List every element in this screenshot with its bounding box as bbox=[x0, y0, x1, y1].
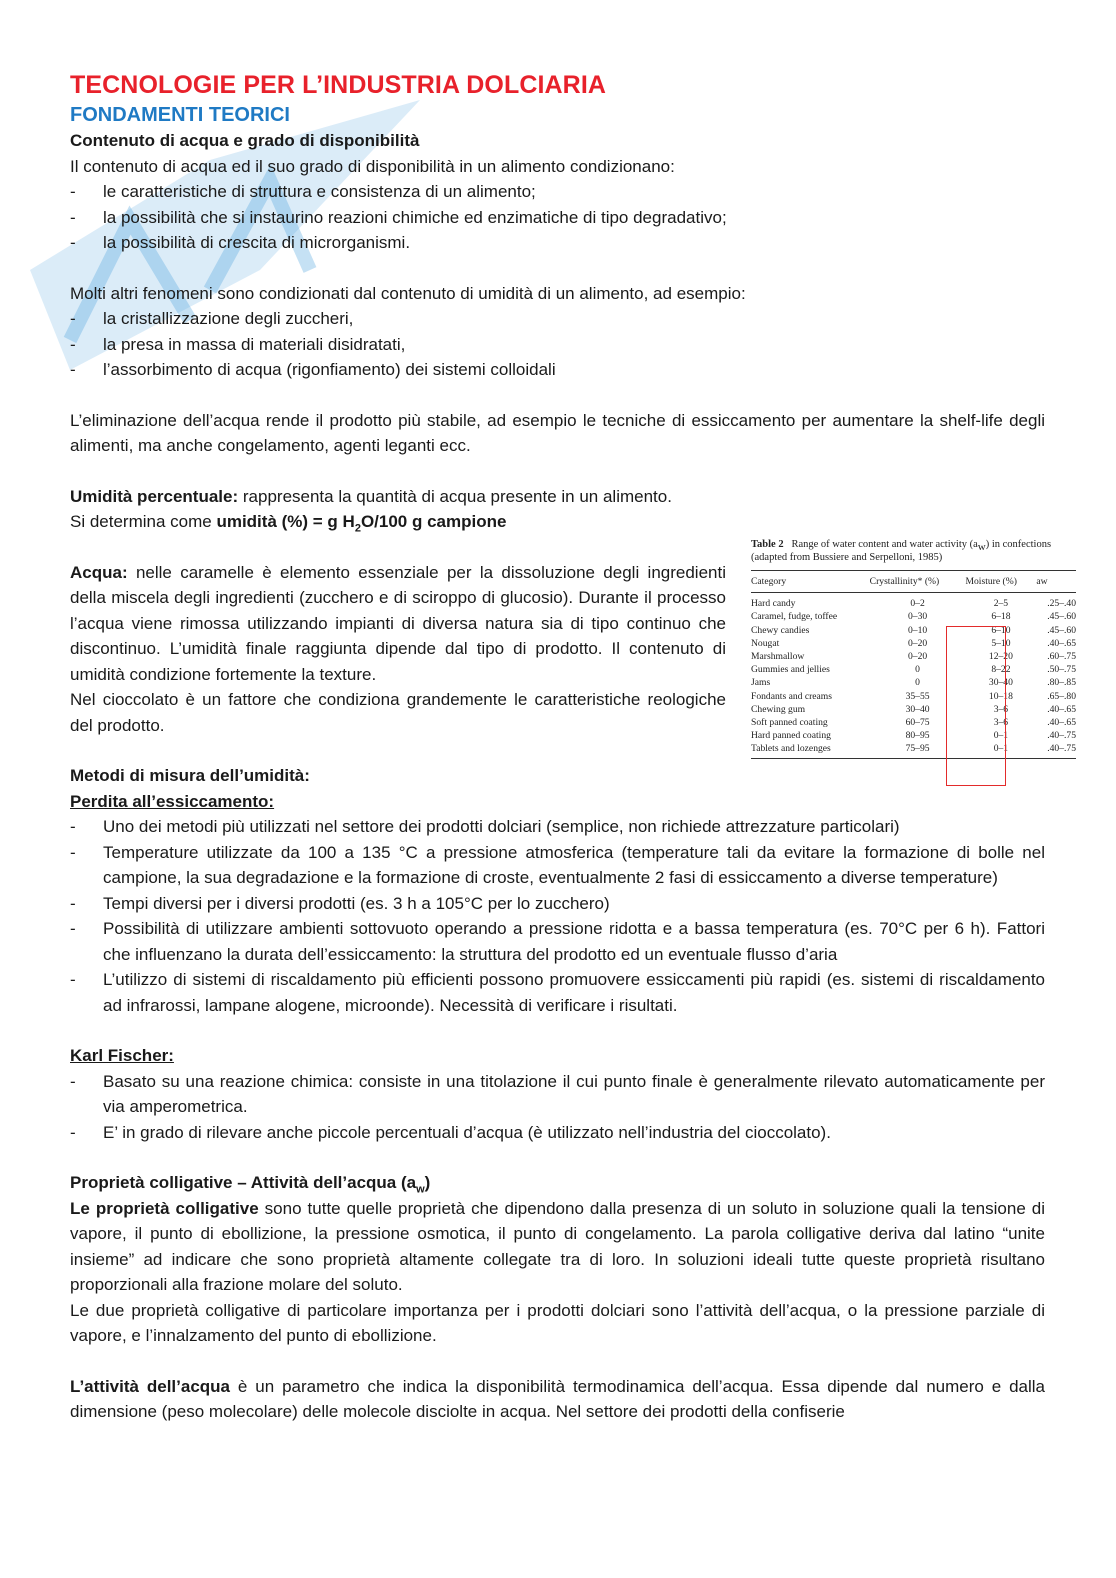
table-cell: Caramel, fudge, toffee bbox=[751, 611, 838, 623]
acqua-text: nelle caramelle è elemento essenziale per la dissoluzione degli ingredienti della miscela degli ingredienti (zucchero e di sciroppo di glucosio). Durante il processo l’acqua viene rimossa utilizzando impianti di diversa natura sia di tipo continuo che discontinuo. L’umidità finale raggiunta dipende dal tipo di prodotto. Il contenuto di umidità condizione fortemente la texture. bbox=[70, 562, 726, 684]
col-header: Moisture (%) bbox=[965, 571, 1036, 593]
table-cell: 80–95 bbox=[905, 730, 930, 742]
table-cell: .60–.75 bbox=[1047, 651, 1076, 663]
list-item: - Possibilità di utilizzare ambienti sottovuoto operando a pressione ridotta e a bassa temperatura (es. 70°C per 6 h). Fattori che influenzano la durata dell’essiccamento: la struttura del prodotto ed un eventuale flusso d’aria bbox=[70, 916, 1045, 967]
table-cell: 60–75 bbox=[905, 717, 930, 729]
confections-table bbox=[751, 570, 1076, 759]
paragraph-umidita bbox=[70, 484, 1045, 510]
table-cell: .50–.75 bbox=[1047, 664, 1076, 676]
paragraph-colligative: Le proprietà colligative sono tutte quelle proprietà che dipendono dalla presenza di un soluto in soluzione quali la tensione di vapore, il punto di ebollizione, la pressione osmotica, il punto di congelamento. La parola colligative deriva dal latino “unite insieme” ad indicare che sono proprietà altamente collegate tra di loro. In soluzioni ideali tutte queste proprietà risultano proporzionali alla frazione molare del soluto. bbox=[70, 1198, 1046, 1294]
attivita-lead: L’attività dell’acqua bbox=[70, 1376, 231, 1396]
formula-b: O/100 g campione bbox=[360, 512, 507, 531]
heading-karl-fischer: Karl Fischer: bbox=[70, 1046, 174, 1065]
table-cell: 2–5 bbox=[993, 598, 1009, 610]
table-cell: .65–.80 bbox=[1047, 690, 1076, 702]
list-item: - la possibilità che si instaurino reazioni chimiche ed enzimatiche di tipo degradativo; bbox=[70, 205, 1045, 231]
document-page bbox=[70, 68, 1076, 1425]
table-row bbox=[751, 610, 1076, 623]
table-caption: Table 2 Range of water content and water activity $(a_w)$ in confections (adapted from Bussiere and Serpelloni, 1985) bbox=[751, 539, 1052, 563]
table-cell: 30–40 bbox=[905, 703, 930, 715]
umidita-text: rappresenta la quantità di acqua presente in un alimento. bbox=[238, 486, 672, 506]
list-fenomeni bbox=[70, 306, 1045, 383]
heading-metodi: Metodi di misura dell’umidità: bbox=[70, 766, 310, 785]
col-header: Crystallinity* (%) bbox=[870, 571, 966, 593]
list-item: - la presa in massa di materiali disidratati, bbox=[70, 332, 1045, 358]
table-cell: Tablets and lozenges bbox=[751, 742, 870, 758]
page-title: TECNOLOGIE PER L’INDUSTRIA DOLCIARIA bbox=[70, 71, 607, 99]
table-cell: Jams bbox=[751, 677, 771, 689]
table-cell: 35–55 bbox=[905, 690, 930, 702]
table-cell: .40–.75 bbox=[1047, 730, 1076, 742]
table-row bbox=[751, 663, 1076, 676]
table-cell: Hard candy bbox=[751, 598, 796, 610]
table-row bbox=[751, 690, 1076, 703]
table-cell: 0–2 bbox=[910, 598, 925, 610]
section-title: FONDAMENTI TEORICI bbox=[70, 104, 290, 126]
table-cell: .80–.85 bbox=[1047, 677, 1076, 689]
heading-contenuto-acqua: Contenuto di acqua e grado di disponibilità bbox=[70, 131, 420, 150]
col-header: aw bbox=[1036, 571, 1076, 593]
paragraph-acqua bbox=[70, 560, 726, 739]
table-cell: Chewy candies bbox=[751, 624, 810, 636]
table-cell: 75–95 bbox=[870, 742, 966, 758]
table-cell: Chewing gum bbox=[751, 703, 806, 715]
list-item: - Uno dei metodi più utilizzati nel settore dei prodotti dolciari (semplice, non richiede attrezzature particolari) bbox=[70, 814, 1045, 840]
formula-a: umidità (%) = g H bbox=[216, 512, 355, 531]
table-water-content bbox=[751, 538, 1076, 759]
table-cell: 3–6 bbox=[993, 703, 1009, 715]
moisture-highlight-box bbox=[946, 626, 1006, 786]
table-cell: .40–.65 bbox=[1047, 703, 1076, 715]
table-row bbox=[751, 742, 1076, 758]
list-item: - le caratteristiche di struttura e consistenza di un alimento; bbox=[70, 179, 1045, 205]
table-cell: 0–10 bbox=[907, 624, 928, 636]
list-perdita bbox=[70, 814, 1045, 1018]
list-item: - l’assorbimento di acqua (rigonfiamento) dei sistemi colloidali bbox=[70, 357, 1045, 383]
table-cell: 0–30 bbox=[907, 611, 928, 623]
paragraph-eliminazione: L’eliminazione dell’acqua rende il prodotto più stabile, ad esempio le tecniche di essiccamento per aumentare la shelf-life degli alimenti, ma anche congelamento, agenti leganti ecc. bbox=[70, 410, 1045, 455]
table-cell: 12–20 bbox=[988, 651, 1013, 663]
acqua-text-2: Nel cioccolato è un fattore che condiziona grandemente le caratteristiche reologiche del prodotto. bbox=[70, 690, 726, 735]
table-cell: .40–.65 bbox=[1047, 717, 1076, 729]
table-cell: 3–6 bbox=[993, 717, 1009, 729]
list-item: - L’utilizzo di sistemi di riscaldamento più efficienti possono promuovere essiccamenti più rapidi (es. sistemi di riscaldamento ad infrarossi, lampane alogene, microonde). Necessità di verificare i risultati. bbox=[70, 967, 1045, 1018]
list-item: - la possibilità di crescita di microrganismi. bbox=[70, 230, 1045, 256]
table-cell: 8–22 bbox=[991, 664, 1011, 676]
table-cell: 10–18 bbox=[988, 690, 1013, 702]
table-cell: 0–1 bbox=[965, 742, 1036, 758]
table-cell: .45–.60 bbox=[1047, 611, 1076, 623]
col-header: Category bbox=[751, 571, 870, 593]
acqua-label: Acqua: bbox=[70, 562, 128, 582]
table-cell: Marshmallow bbox=[751, 651, 805, 663]
list-item: - E’ in grado di rilevare anche piccole percentuali d’acqua (è utilizzato nell’industria del cioccolato). bbox=[70, 1120, 1045, 1146]
paragraph-attivita: L’attività dell’acqua è un parametro che indica la disponibilità termodinamica dell’acqua. Essa dipende dal numero e dalla dimensione (peso molecolare) delle molecole disciolte in acqua. Nel settore dei prodotti della confiserie bbox=[70, 1376, 1046, 1421]
table-cell: Soft panned coating bbox=[751, 717, 828, 729]
list-item: - la cristallizzazione degli zuccheri, bbox=[70, 306, 1045, 332]
colligative-lead: Le proprietà colligative bbox=[70, 1198, 259, 1218]
table-cell: 0–1 bbox=[993, 730, 1009, 742]
table-cell: Hard panned coating bbox=[751, 730, 831, 742]
formula-sub: 2 bbox=[354, 522, 361, 535]
list-item: - Basato su una reazione chimica: consiste in una titolazione il cui punto finale è generalmente rilevato automaticamente per via amperometrica. bbox=[70, 1069, 1045, 1120]
table-cell: 5–10 bbox=[991, 637, 1011, 649]
table-cell: .40–.75 bbox=[1036, 742, 1076, 758]
table-row bbox=[751, 716, 1076, 729]
table-row bbox=[751, 650, 1076, 663]
table-cell: Gummies and jellies bbox=[751, 664, 830, 676]
table-cell: Nougat bbox=[751, 637, 780, 649]
umidita-label: Umidità percentuale: bbox=[70, 486, 239, 506]
table-row bbox=[751, 624, 1076, 637]
table-cell: 0 bbox=[915, 677, 920, 689]
paragraph-intro: Il contenuto di acqua ed il suo grado di disponibilità in un alimento condizionano: bbox=[70, 156, 675, 176]
list-karl-fischer bbox=[70, 1069, 1045, 1146]
table-cell: 6–18 bbox=[991, 611, 1011, 623]
table-cell: Fondants and creams bbox=[751, 690, 832, 702]
list-item: - Tempi diversi per i diversi prodotti (es. 3 h a 105°C per lo zucchero) bbox=[70, 891, 1045, 917]
paragraph-colligative-2: Le due proprietà colligative di particolare importanza per i prodotti dolciari sono l’attività dell’acqua, o la pressione parziale di vapore, e l’innalzamento del punto di ebollizione. bbox=[70, 1300, 1045, 1345]
table-row bbox=[751, 676, 1076, 689]
table-cell: 0 bbox=[915, 664, 920, 676]
formula-prefix: Si determina come bbox=[70, 512, 217, 531]
table-cell: 30–40 bbox=[988, 677, 1013, 689]
heading-perdita: Perdita all’essiccamento: bbox=[70, 791, 275, 811]
list-item: - Temperature utilizzate da 100 a 135 °C a pressione atmosferica (temperature tali da evitare la formazione di bolle nel campione, la sua degradazione e la formazione di croste, eventualmente 2 fasi di essiccamento a diverse temperature) bbox=[70, 840, 1045, 891]
table-cell: 0–20 bbox=[907, 637, 928, 649]
table-cell: .40–.65 bbox=[1047, 637, 1076, 649]
table-cell: .45–.60 bbox=[1047, 624, 1076, 636]
paragraph-formula bbox=[70, 509, 1045, 535]
table-row bbox=[751, 703, 1076, 716]
table-row bbox=[751, 729, 1076, 742]
table-row bbox=[751, 637, 1076, 650]
list-condizionano bbox=[70, 179, 1045, 256]
paragraph-intro-2: Molti altri fenomeni sono condizionati dal contenuto di umidità di un alimento, ad esempio: bbox=[70, 283, 746, 303]
table-row bbox=[751, 593, 1076, 611]
table-cell: 6–10 bbox=[991, 624, 1011, 636]
table-cell: 0–20 bbox=[907, 651, 928, 663]
table-cell: .25–.40 bbox=[1047, 598, 1076, 610]
heading-colligative: Proprietà colligative – Attività dell’acqua $(a_w)$ bbox=[70, 1173, 431, 1196]
